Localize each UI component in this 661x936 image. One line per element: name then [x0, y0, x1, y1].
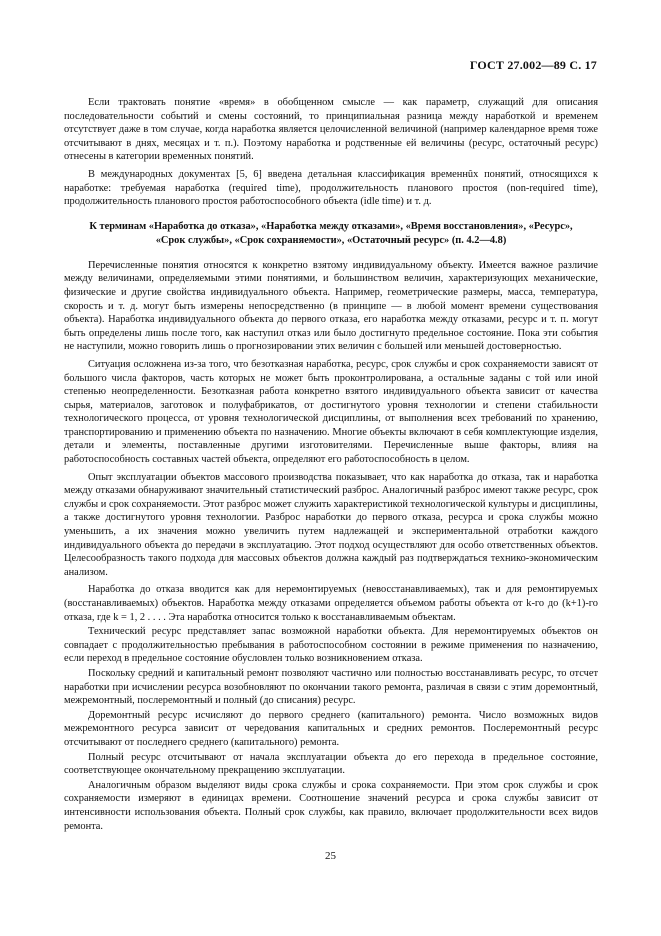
- paragraph: Полный ресурс отсчитывают от начала эксплуатации объекта до его перехода в предельное состояние, соответствующее окончательному прекращению эксплуатации.: [64, 751, 598, 777]
- paragraph: Поскольку средний и капитальный ремонт позволяют частично или полностью восстанавливать ресурс, то отсчет наработки при исчислении ресурса возобновляют по окончании такого ремонта, различая в связи с этим доремонтный, межремонтный, послеремонтный и полный (до списания) ресурс.: [64, 667, 598, 707]
- paragraph: Перечисленные понятия относятся к конкретно взятому индивидуальному объекту. Имеется важное различие между величинами, определяемыми этими понятиями, и большинством величин, характеризующих механические, физические и другие свойства индивидуального объекта. Например, геометрические размеры, масса, температура, скорость и т. д. могут быть измерены непосредственно (в принципе — в любой момент времени существования объекта). Наработка индивидуального объекта до первого отказа, его наработка между отказами, ресурс и т. п. могут быть определены лишь после того, как наступил отказ или было достигнуто предельное состояние. Пока эти события не наступили, можно говорить лишь о прогнозировании этих величин с большей или меньшей достоверностью.: [64, 259, 598, 353]
- page-body: [64, 96, 598, 834]
- paragraph: Наработка до отказа вводится как для неремонтируемых (невосстанавливаемых), так и для ремонтируемых (восстанавливаемых) объектов. Наработка между отказами определяется объемом работы объекта от k-го до (k+1)-го отказа, где k = 1, 2 . . . . Эта наработка относится только к восстанавливаемым объектам.: [64, 584, 598, 623]
- paragraph: В международных документах [5, 6] введена детальная классификация временнûх понятий, относящихся к наработке: требуемая наработка (required time), продолжительность планового простоя (non-required time), продолжительность планового простоя работоспособного объекта (idle time) и т. д.: [64, 168, 598, 208]
- paragraph: Если трактовать понятие «время» в обобщенном смысле — как параметр, служащий для описания последовательности событий и смены состояний, то принципиальная разница между наработкой и временем отсутствует даже в том случае, когда наработка является целочисленной величиной (например календарное время тоже отсчитывают в днях, месяцах и т. п.). Поэтому наработка и родственные ей величины (ресурс, остаточный ресурс) отнесены в категории временных понятий.: [64, 97, 598, 163]
- paragraph: Аналогичным образом выделяют виды срока службы и срока сохраняемости. При этом срок службы и срок сохраняемости измеряют в единицах времени. Соотношение значений ресурса и срока службы зависит от интенсивности использования объекта. Полный срок службы, как правило, включает продолжительности всех видов ремонта.: [64, 779, 598, 832]
- section-heading: К терминам «Наработка до отказа», «Наработка между отказами», «Время восстановления», «Ресурс», «Срок службы», «Срок сохраняемости», «Остаточный ресурс» (п. 4.2—4.8): [89, 220, 573, 246]
- running-header: ГОСТ 27.002—89 С. 17: [469, 58, 597, 72]
- paragraph: Доремонтный ресурс исчисляют до первого среднего (капитального) ремонта. Число возможных видов межремонтного ресурса зависит от чередования капитальных и средних ремонтов. Послеремонтный ресурс отсчитывают от последнего среднего (капитального) ремонта.: [64, 709, 598, 748]
- page-number: 25: [325, 850, 336, 862]
- paragraph: Ситуация осложнена из-за того, что безотказная наработка, ресурс, срок службы и срок сохраняемости зависят от большого числа факторов, часть которых не может быть проконтролирована, а остальные заданы с той или иной степенью неопределенности. Безотказная работа конкретно взятого индивидуального объекта зависит от качества сырья, материалов, заготовок и полуфабрикатов, от достигнутого уровня технологии и степени стабильности технологического процесса, от уровня технологической дисциплины, от выполнения всех требований по хранению, транспортированию и применению объекта по назначению. Многие объекты включают в себя комплектующие изделия, детали и элементы, поставленные другими изготовителями. Перечисленные выше факторы, влияя на работоспособность составных частей объекта, определяют его работоспособность в целом.: [64, 358, 598, 466]
- paragraph: Технический ресурс представляет запас возможной наработки объекта. Для неремонтируемых объектов он совпадает с продолжительностью пребывания в работоспособном состоянии в режиме применения по назначению, если переход в предельное состояние обусловлен только возникновением отказа.: [64, 626, 598, 665]
- paragraph: Опыт эксплуатации объектов массового производства показывает, что как наработка до отказа, так и наработка между отказами обнаруживают значительный статистический разброс. Аналогичный разброс имеют также ресурс, срок службы и срок сохраняемости. Этот разброс может служить характеристикой технологической культуры и дисциплины, а также достигнутого уровня технологии. Разброс наработки до первого отказа, ресурса и срока службы можно уменьшить, а их значения можно увеличить путем надлежащей и экспериментальной отработки каждого индивидуального объекта до передачи в эксплуатацию. Этот подход осуществляют для особо ответственных объектов. Целесообразность такого подхода для массовых объектов должна каждый раз подтверждаться технико-экономическим анализом.: [64, 471, 598, 578]
